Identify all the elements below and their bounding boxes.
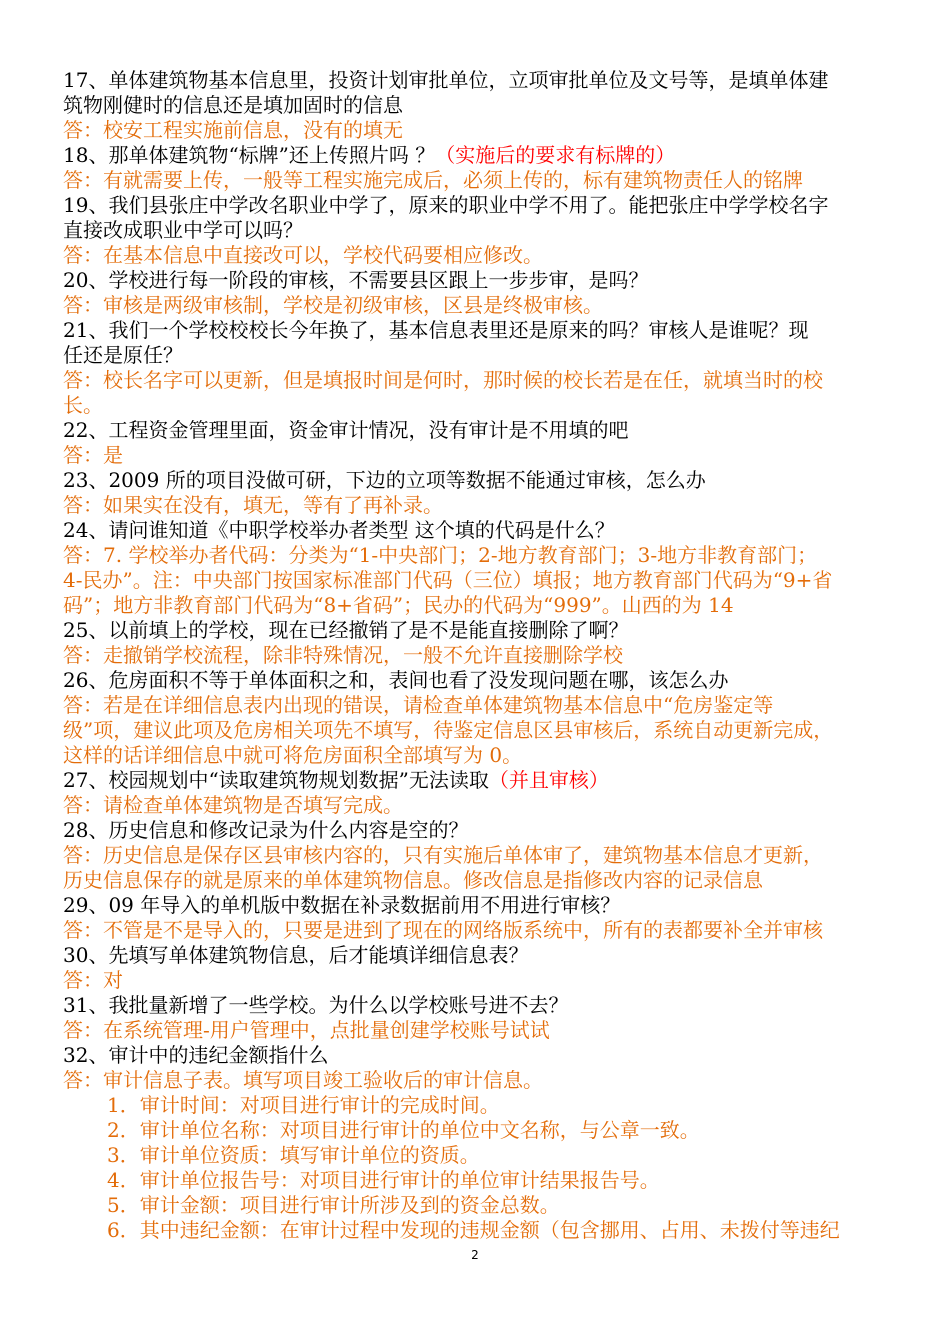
answer-text: 答：在基本信息中直接改可以，学校代码要相应修改。 [63, 243, 543, 267]
answer-line [63, 393, 893, 418]
question-text: 17、单体建筑物基本信息里，投资计划审批单位，立项审批单位及文号等，是填单体建 [63, 68, 829, 92]
answer-line [63, 918, 893, 943]
question-text: 30、先填写单体建筑物信息，后才能填详细信息表？ [63, 943, 529, 967]
faq-content [63, 68, 893, 1243]
answer-line [63, 793, 893, 818]
answer-list-item [63, 1218, 893, 1243]
answer-text: 答：历史信息是保存区县审核内容的，只有实施后单体审了，建筑物基本信息才更新， [63, 843, 823, 867]
question-line [63, 1043, 893, 1068]
question-text: 23、2009 所的项目没做可研，下边的立项等数据不能通过审核，怎么办 [63, 468, 706, 492]
answer-text: 答：有就需要上传，一般等工程实施完成后，必须上传的，标有建筑物责任人的铭牌 [63, 168, 803, 192]
question-line [63, 68, 893, 93]
question-line [63, 618, 893, 643]
answer-list-item [63, 1143, 893, 1168]
answer-text: 答：若是在详细信息表内出现的错误，请检查单体建筑物基本信息中“危房鉴定等 [63, 693, 774, 717]
answer-list-item [63, 1118, 893, 1143]
answer-line [63, 968, 893, 993]
answer-line [63, 118, 893, 143]
answer-line [63, 493, 893, 518]
question-line [63, 818, 893, 843]
question-line [63, 518, 893, 543]
question-text: 18、那单体建筑物“标牌”还上传照片吗 ？ [63, 143, 436, 167]
question-line [63, 343, 893, 368]
answer-text: 答：校安工程实施前信息，没有的填无 [63, 118, 403, 142]
question-text: 任还是原任？ [63, 343, 183, 367]
answer-text: 4-民办”。注：中央部门按国家标准部门代码（三位）填报；地方教育部门代码为“9+省 [63, 568, 833, 592]
answer-text: 答：校长名字可以更新，但是填报时间是何时，那时候的校长若是在任，就填当时的校 [63, 368, 823, 392]
answer-text: 这样的话详细信息中就可将危房面积全部填写为 0。 [63, 743, 523, 767]
question-line [63, 993, 893, 1018]
answer-text: 长。 [63, 393, 103, 417]
answer-text: 级”项，建议此项及危房相关项先不填写，待鉴定信息区县审核后，系统自动更新完成， [63, 718, 834, 742]
answer-text: 2．审计单位名称：对项目进行审计的单位中文名称，与公章一致。 [107, 1118, 700, 1142]
answer-text: 码”；地方非教育部门代码为“8+省码”；民办的代码为“999”。山西的为 14 [63, 593, 734, 617]
question-text: 22、工程资金管理里面，资金审计情况，没有审计是不用填的吧 [63, 418, 629, 442]
question-line [63, 468, 893, 493]
answer-line [63, 643, 893, 668]
answer-text: 答：是 [63, 443, 123, 467]
answer-line [63, 568, 893, 593]
answer-text: 答：对 [63, 968, 123, 992]
question-line [63, 268, 893, 293]
answer-text: 答：审核是两级审核制，学校是初级审核，区县是终极审核。 [63, 293, 603, 317]
answer-text: 4．审计单位报告号：对项目进行审计的单位审计结果报告号。 [107, 1168, 660, 1192]
answer-line [63, 843, 893, 868]
question-text: 20、学校进行每一阶段的审核，不需要县区跟上一步步审，是吗？ [63, 268, 649, 292]
question-text: 筑物刚健时的信息还是填加固时的信息 [63, 93, 403, 117]
answer-list-item [63, 1168, 893, 1193]
highlight-note: （并且审核） [488, 768, 609, 792]
question-line [63, 93, 893, 118]
question-line [63, 193, 893, 218]
question-line [63, 943, 893, 968]
answer-line [63, 743, 893, 768]
question-line [63, 668, 893, 693]
answer-text: 答：在系统管理-用户管理中，点批量创建学校账号试试 [63, 1018, 550, 1042]
answer-text: 答：走撤销学校流程，除非特殊情况，一般不允许直接删除学校 [63, 643, 623, 667]
answer-text: 答：审计信息子表。填写项目竣工验收后的审计信息。 [63, 1068, 543, 1092]
answer-text: 3．审计单位资质：填写审计单位的资质。 [107, 1143, 480, 1167]
question-text: 29、09 年导入的单机版中数据在补录数据前用不用进行审核？ [63, 893, 621, 917]
answer-text: 答：不管是不是导入的，只要是进到了现在的网络版系统中，所有的表都要补全并审核 [63, 918, 823, 942]
answer-line [63, 243, 893, 268]
answer-line [63, 1068, 893, 1093]
question-text: 31、我批量新增了一些学校。为什么以学校账号进不去？ [63, 993, 569, 1017]
answer-list-item [63, 1193, 893, 1218]
answer-line [63, 593, 893, 618]
page-number: 2 [471, 1248, 479, 1262]
answer-text: 答：请检查单体建筑物是否填写完成。 [63, 793, 403, 817]
answer-line [63, 543, 893, 568]
question-text: 25、以前填上的学校，现在已经撤销了是不是能直接删除了啊？ [63, 618, 629, 642]
question-text: 24、请问谁知道《中职学校举办者类型 这个填的代码是什么？ [63, 518, 615, 542]
question-text: 27、校园规划中“读取建筑物规划数据”无法读取 [63, 768, 489, 792]
answer-list-item [63, 1093, 893, 1118]
answer-line [63, 693, 893, 718]
question-line [63, 768, 893, 793]
answer-text: 1．审计时间：对项目进行审计的完成时间。 [107, 1093, 500, 1117]
question-text: 直接改成职业中学可以吗？ [63, 218, 303, 242]
answer-line [63, 368, 893, 393]
answer-text: 5．审计金额：项目进行审计所涉及到的资金总数。 [107, 1193, 560, 1217]
question-text: 32、审计中的违纪金额指什么 [63, 1043, 329, 1067]
highlight-note: （实施后的要求有标牌的） [435, 143, 676, 167]
question-line [63, 418, 893, 443]
question-text: 28、历史信息和修改记录为什么内容是空的？ [63, 818, 469, 842]
answer-line [63, 293, 893, 318]
answer-line [63, 443, 893, 468]
answer-line [63, 868, 893, 893]
question-line [63, 218, 893, 243]
answer-line [63, 1018, 893, 1043]
question-text: 19、我们县张庄中学改名职业中学了，原来的职业中学不用了。能把张庄中学学校名字 [63, 193, 829, 217]
question-line [63, 318, 893, 343]
answer-line [63, 168, 893, 193]
question-text: 21、我们一个学校校校长今年换了，基本信息表里还是原来的吗？审核人是谁呢？现 [63, 318, 809, 342]
answer-text: 答：7. 学校举办者代码：分类为“1-中央部门；2-地方教育部门；3-地方非教育部门； [63, 543, 818, 567]
answer-text: 答：如果实在没有，填无，等有了再补录。 [63, 493, 443, 517]
question-line [63, 893, 893, 918]
answer-line [63, 718, 893, 743]
question-text: 26、危房面积不等于单体面积之和，表间也看了没发现问题在哪，该怎么办 [63, 668, 729, 692]
answer-text: 历史信息保存的就是原来的单体建筑物信息。修改信息是指修改内容的记录信息 [63, 868, 763, 892]
question-line [63, 143, 893, 168]
answer-text: 6．其中违纪金额：在审计过程中发现的违规金额（包含挪用、占用、未拨付等违纪 [107, 1218, 840, 1242]
